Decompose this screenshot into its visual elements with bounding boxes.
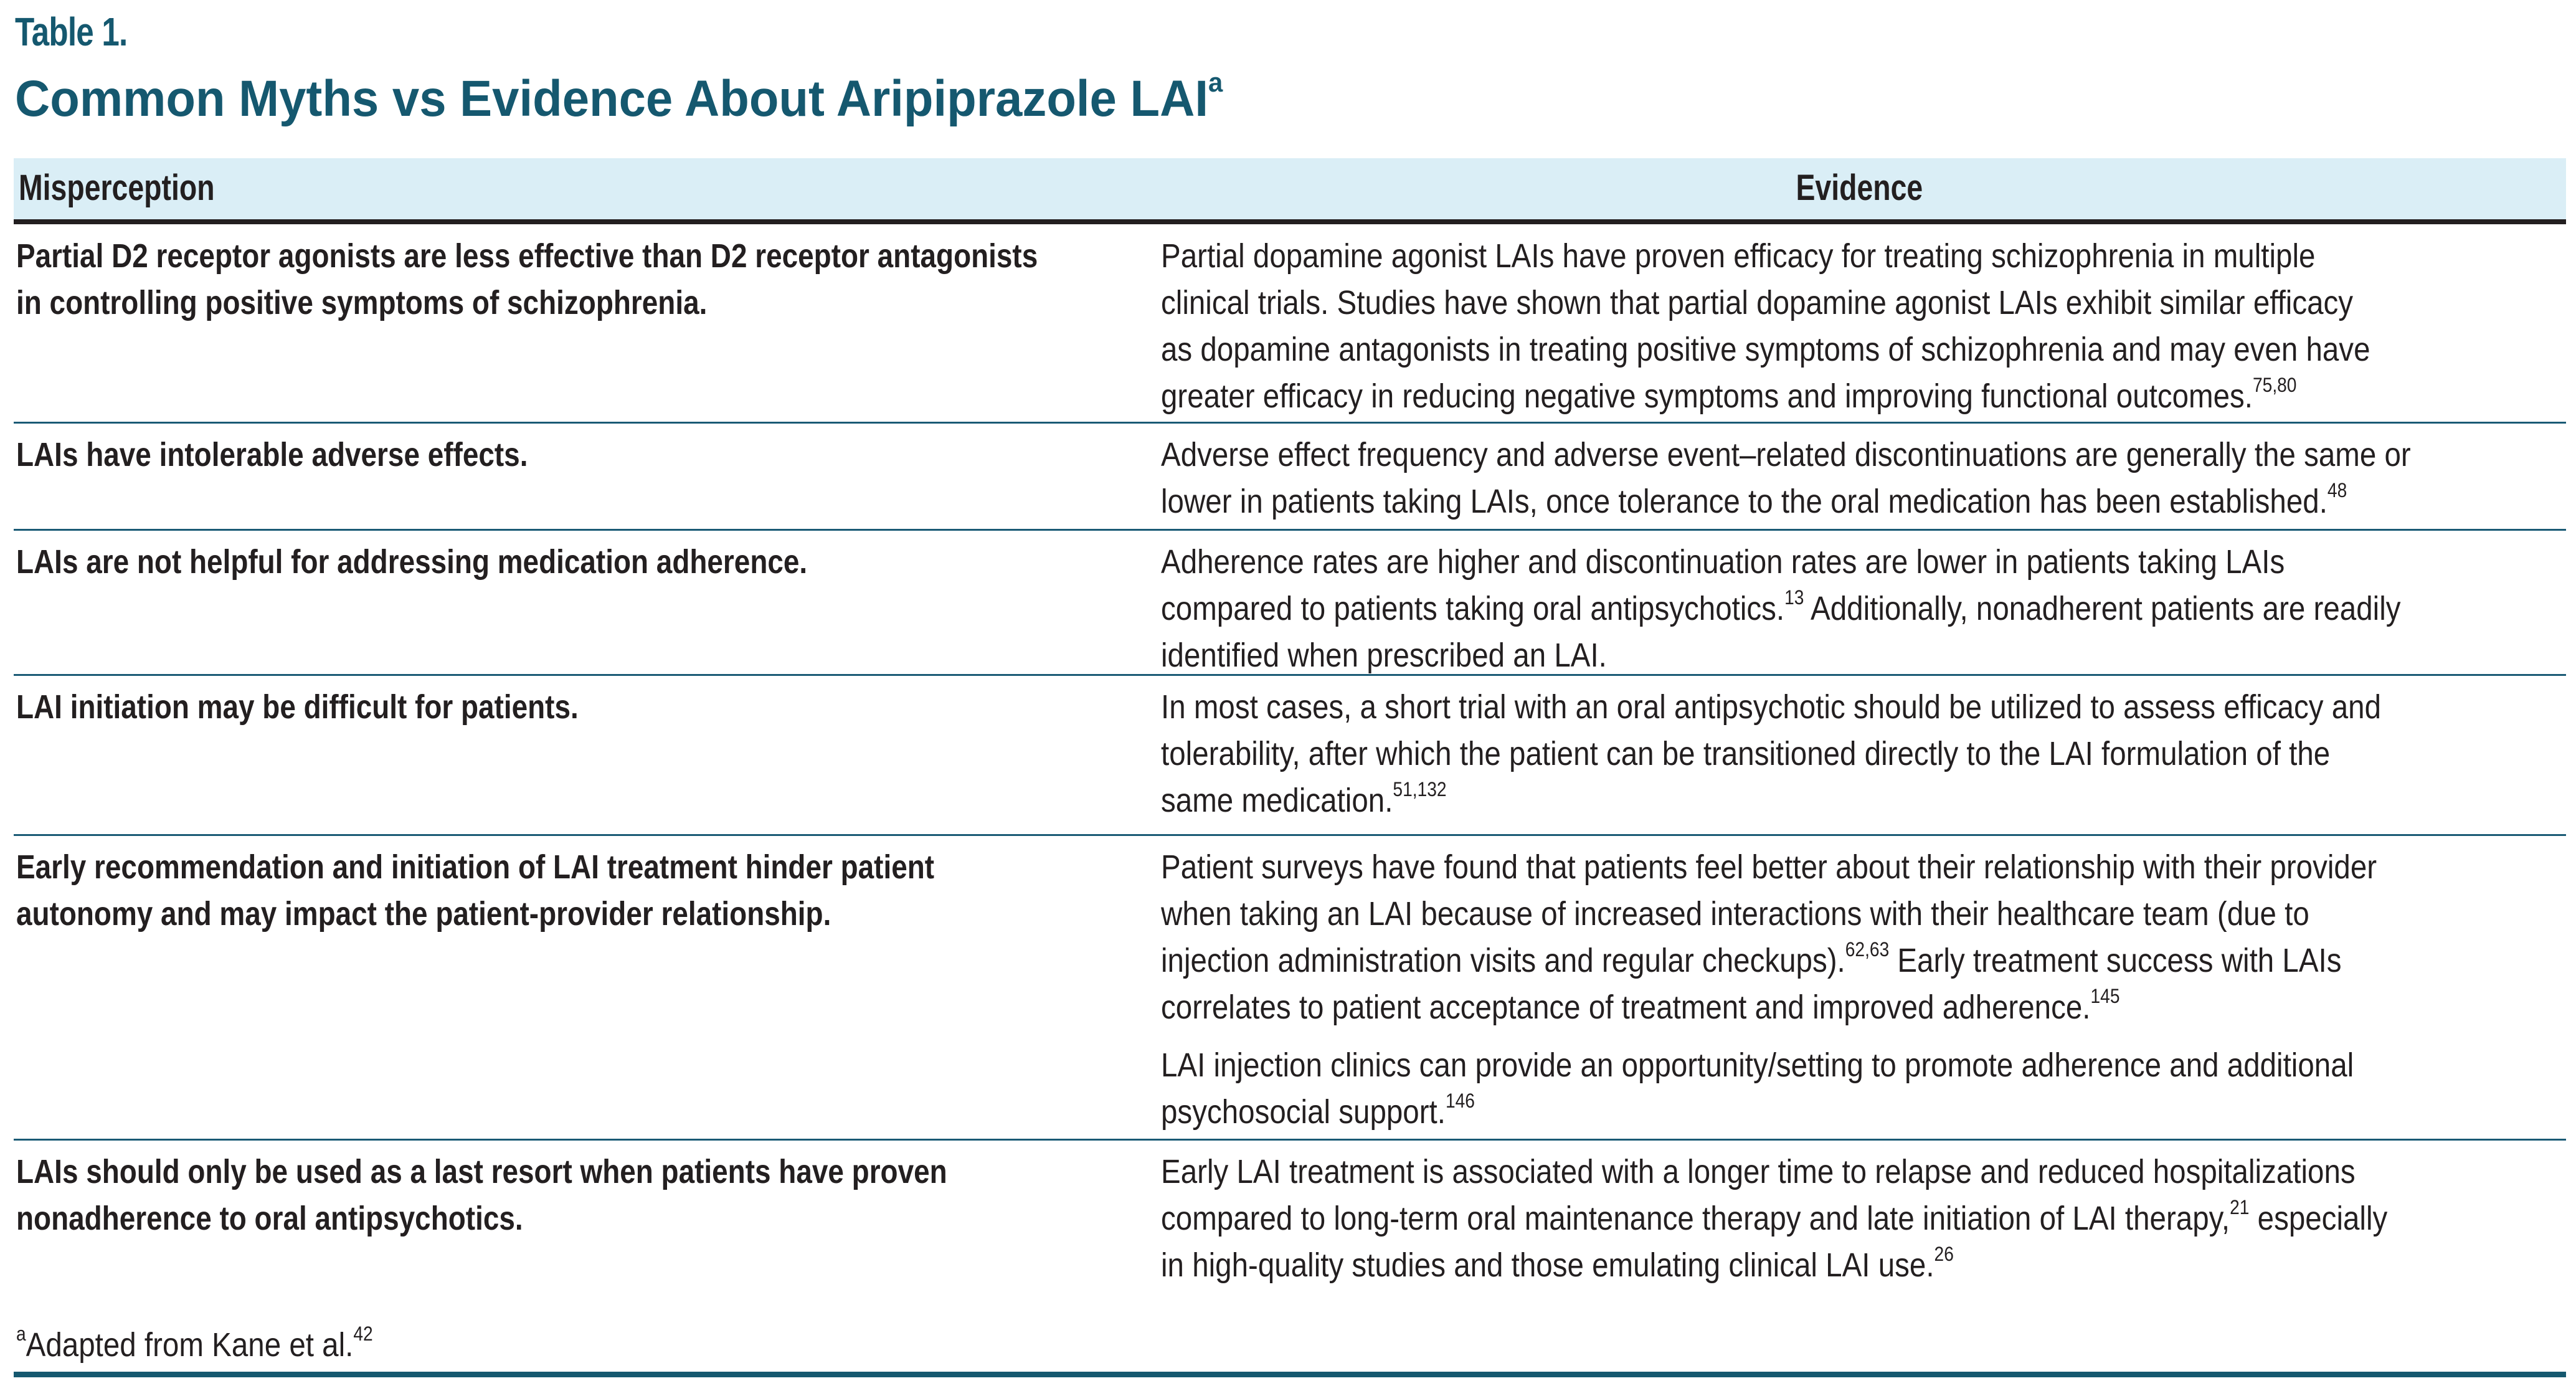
misperception-cell [16,539,947,586]
citation-superscript: 13 [1784,586,1804,609]
text-line [16,1149,947,1195]
evidence-paragraph [1161,684,2547,824]
text-segment: lower in patients taking LAIs, once tolerance to the oral medication has been established. [1161,483,2327,520]
text-line [1161,280,2370,326]
misperception-cell [16,684,678,731]
misperception-cell [16,844,1096,938]
footnote-text: Adapted from Kane et al. [26,1326,354,1364]
text-line [1161,432,2411,478]
text-segment: LAIs are not helpful for addressing medication adherence. [16,543,808,581]
text-segment: LAIs have intolerable adverse effects. [16,436,528,473]
text-line [16,539,807,586]
text-line [16,891,934,938]
evidence-cell [1161,233,2535,420]
evidence-cell [1161,684,2547,824]
misperception-cell [16,233,1218,326]
title-text: Common Myths vs Evidence About Aripiprazole LAI [15,70,1209,127]
text-line [1161,891,2377,938]
footnote-marker: a [16,1322,26,1345]
text-line [1161,632,2401,679]
row-divider [14,529,2566,531]
text-segment: correlates to patient acceptance of treatment and improved adherence. [1161,989,2091,1026]
citation-superscript: 51,132 [1393,778,1447,800]
text-segment: greater efficacy in reducing negative symptoms and improving functional outcomes. [1161,377,2253,415]
text-line [1161,539,2401,586]
text-segment: clinical trials. Studies have shown that partial dopamine agonist LAIs exhibit similar efficacy [1161,284,2354,321]
citation-superscript: 145 [2090,985,2120,1007]
text-line [16,1195,947,1242]
text-line [1161,731,2381,777]
text-segment: Early LAI treatment is associated with a longer time to relapse and reduced hospitalizations [1161,1153,2356,1190]
evidence-cell [1161,844,2542,1136]
evidence-paragraph [1161,233,2535,420]
text-segment: Early treatment success with LAIs [1889,942,2342,979]
text-segment: compared to patients taking oral antipsychotics. [1161,590,1785,627]
text-segment: in controlling positive symptoms of schizophrenia. [16,284,708,321]
text-line [16,844,934,891]
text-segment: as dopamine antagonists in treating positive symptoms of schizophrenia and may even have [1161,331,2370,368]
text-line [1161,478,2411,525]
citation-superscript: 146 [1445,1090,1475,1112]
text-line [1161,1089,2377,1136]
column-header-evidence-label: Evidence [1796,168,1923,208]
text-segment: compared to long-term oral maintenance therapy and late initiation of LAI therapy, [1161,1200,2230,1237]
text-segment: injection administration visits and regular checkups). [1161,942,1845,979]
text-line [1161,984,2377,1031]
text-line [1161,1042,2377,1089]
text-segment: identified when prescribed an LAI. [1161,637,1607,674]
text-segment: Patient surveys have found that patients feel better about their relationship with their provider [1161,848,2377,886]
text-line [16,233,1038,280]
text-segment: psychosocial support. [1161,1093,1446,1131]
text-line [1161,1149,2387,1195]
text-segment: same medication. [1161,782,1393,819]
text-line [1161,326,2370,373]
text-line [1161,586,2401,632]
text-line [1161,233,2370,280]
text-segment: LAI initiation may be difficult for patients. [16,688,579,726]
text-line [1161,938,2377,984]
text-segment: especially [2249,1200,2388,1237]
table-label: Table 1. [15,9,128,54]
footnote [16,1322,373,1369]
misperception-cell [16,1149,1111,1242]
evidence-paragraph [1161,1042,2542,1136]
footnote-ref: 42 [353,1322,373,1345]
text-segment: when taking an LAI because of increased interactions with their healthcare team (due to [1161,895,2309,933]
text-segment: nonadherence to oral antipsychotics. [16,1200,523,1237]
citation-superscript: 48 [2327,479,2347,501]
evidence-paragraph [1161,539,2570,679]
evidence-cell [1161,432,2576,525]
row-divider [14,834,2566,836]
text-segment: In most cases, a short trial with an oral antipsychotic should be utilized to assess efficacy and [1161,688,2382,726]
citation-superscript: 26 [1934,1243,1954,1265]
misperception-cell [16,432,618,478]
table-bottom-rule [14,1372,2566,1377]
citation-superscript: 75,80 [2253,374,2297,396]
text-line [16,280,1038,326]
text-segment: Additionally, nonadherent patients are readily [1804,590,2401,627]
table-title [15,67,1223,128]
text-line [1161,777,2381,824]
evidence-cell [1161,539,2570,679]
text-segment: Adherence rates are higher and discontinuation rates are lower in patients taking LAIs [1161,543,2285,581]
text-line [16,432,528,478]
text-segment: autonomy and may impact the patient-provider relationship. [16,895,831,933]
header-rule [14,219,2566,224]
column-header-misperception: Misperception [19,168,215,208]
text-segment: in high-quality studies and those emulating clinical LAI use. [1161,1246,1934,1284]
text-line [1161,1195,2387,1242]
row-divider [14,422,2566,424]
text-line [16,684,579,731]
text-segment: Partial dopamine agonist LAIs have proven efficacy for treating schizophrenia in multiple [1161,237,2316,275]
row-divider [14,674,2566,676]
title-footnote-marker: a [1208,67,1223,98]
text-line [1161,373,2370,420]
evidence-paragraph [1161,1149,2555,1289]
citation-superscript: 62,63 [1845,938,1890,961]
citation-superscript: 21 [2230,1196,2250,1218]
text-segment: LAIs should only be used as a last resort when patients have proven [16,1153,947,1190]
evidence-cell [1161,1149,2555,1289]
text-line [1161,844,2377,891]
text-segment: Adverse effect frequency and adverse event–related discontinuations are generally the same or [1161,436,2411,473]
text-segment: tolerability, after which the patient can be transitioned directly to the LAI formulation of the [1161,735,2331,772]
text-segment: LAI injection clinics can provide an opportunity/setting to promote adherence and additional [1161,1047,2354,1084]
evidence-paragraph [1161,432,2576,525]
text-line [1161,684,2381,731]
text-segment: Early recommendation and initiation of LAI treatment hinder patient [16,848,935,886]
evidence-paragraph [1161,844,2542,1031]
text-segment: Partial D2 receptor agonists are less effective than D2 receptor antagonists [16,237,1038,275]
column-header-evidence [1152,167,2566,209]
text-line [1161,1242,2387,1289]
row-divider [14,1139,2566,1141]
